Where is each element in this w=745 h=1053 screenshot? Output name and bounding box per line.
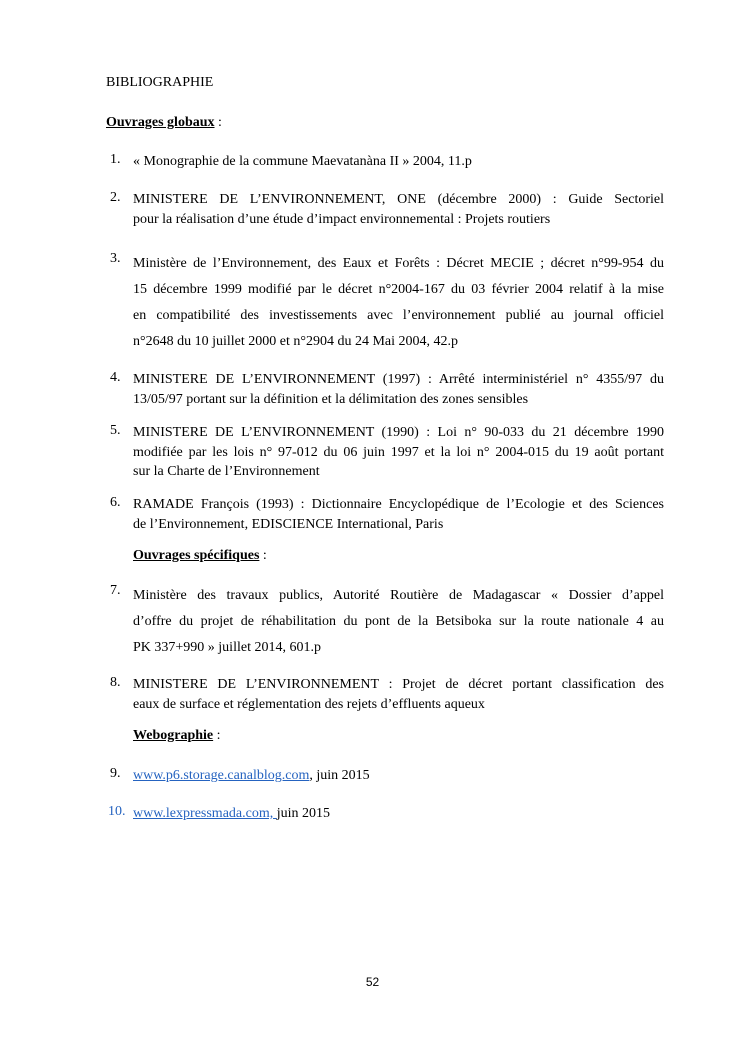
section-specific-label: Ouvrages spécifiques xyxy=(133,548,260,563)
page-title: BIBLIOGRAPHIE xyxy=(106,75,214,90)
item-text-line: MINISTERE DE L’ENVIRONNEMENT, ONE (décembre 2000) : Guide Sectoriel xyxy=(133,192,664,207)
item-number: 5. xyxy=(110,423,121,438)
item-text-line: d’offre du projet de réhabilitation du pont de la Betsiboka sur la route nationale 4 au xyxy=(133,614,664,629)
section-web-label: Webographie xyxy=(133,728,214,743)
section-global-label: Ouvrages globaux xyxy=(106,115,215,130)
item-number: 1. xyxy=(110,152,121,167)
item-text: juin 2015 xyxy=(276,806,330,821)
web-link[interactable]: www.p6.storage.canalblog.com xyxy=(133,768,310,783)
item-text-line: Ministère de l’Environnement, des Eaux et Forêts : Décret MECIE ; décret n°99-954 du xyxy=(133,256,664,271)
section-specific-works xyxy=(133,548,267,564)
item-text-line: pour la réalisation d’une étude d’impact environnemental : Projets routiers xyxy=(133,211,551,227)
item-text-line: en compatibilité des investissements avec l’environnement publié au journal officiel xyxy=(133,308,664,323)
section-webography xyxy=(133,728,221,744)
item-text-line: « Monographie de la commune Maevatanàna II » 2004, 11.p xyxy=(133,154,472,169)
item-text-line: 13/05/97 portant sur la définition et la délimitation des zones sensibles xyxy=(133,391,529,407)
item-text-line: de l’Environnement, EDISCIENCE International, Paris xyxy=(133,516,444,532)
item-number: 9. xyxy=(110,766,121,781)
item-text-line: MINISTERE DE L’ENVIRONNEMENT (1990) : Loi n° 90-033 du 21 décembre 1990 xyxy=(133,425,664,440)
item-number: 7. xyxy=(110,583,121,598)
item-number: 8. xyxy=(110,675,121,690)
item-number: 2. xyxy=(110,190,121,205)
item-number: 3. xyxy=(110,251,121,266)
item-text-line: eaux de surface et réglementation des rejets d’effluents aqueux xyxy=(133,696,485,712)
section-colon: : xyxy=(259,548,267,563)
item-text-line: sur la Charte de l’Environnement xyxy=(133,464,320,479)
section-colon: : xyxy=(214,115,222,130)
page-number: 52 xyxy=(365,975,380,989)
item-text-line: PK 337+990 » juillet 2014, 601.p xyxy=(133,640,321,655)
section-global-works xyxy=(106,115,222,131)
item-text-line: n°2648 du 10 juillet 2000 et n°2904 du 24 Mai 2004, 42.p xyxy=(133,334,459,349)
item-text-line: modifiée par les lois n° 97-012 du 06 juin 1997 et la loi n° 2004-015 du 19 août portant xyxy=(133,444,664,460)
item-number: 6. xyxy=(110,495,121,510)
item-number: 4. xyxy=(110,370,121,385)
item-text-line: RAMADE François (1993) : Dictionnaire Encyclopédique de l’Ecologie et des Sciences xyxy=(133,497,664,512)
section-colon: : xyxy=(213,728,221,743)
web-link[interactable]: www.lexpressmada.com, xyxy=(133,806,277,821)
item-text: , juin 2015 xyxy=(309,768,370,783)
item-number: 10. xyxy=(108,804,126,819)
item-text-line: MINISTERE DE L’ENVIRONNEMENT : Projet de décret portant classification des xyxy=(133,677,664,692)
item-text-line: MINISTERE DE L’ENVIRONNEMENT (1997) : Arrêté interministériel n° 4355/97 du xyxy=(133,372,664,387)
item-text-line: 15 décembre 1999 modifié par le décret n°2004-167 du 03 février 2004 relatif à la mise xyxy=(133,282,664,297)
item-text-line: Ministère des travaux publics, Autorité Routière de Madagascar « Dossier d’appel xyxy=(133,588,664,603)
